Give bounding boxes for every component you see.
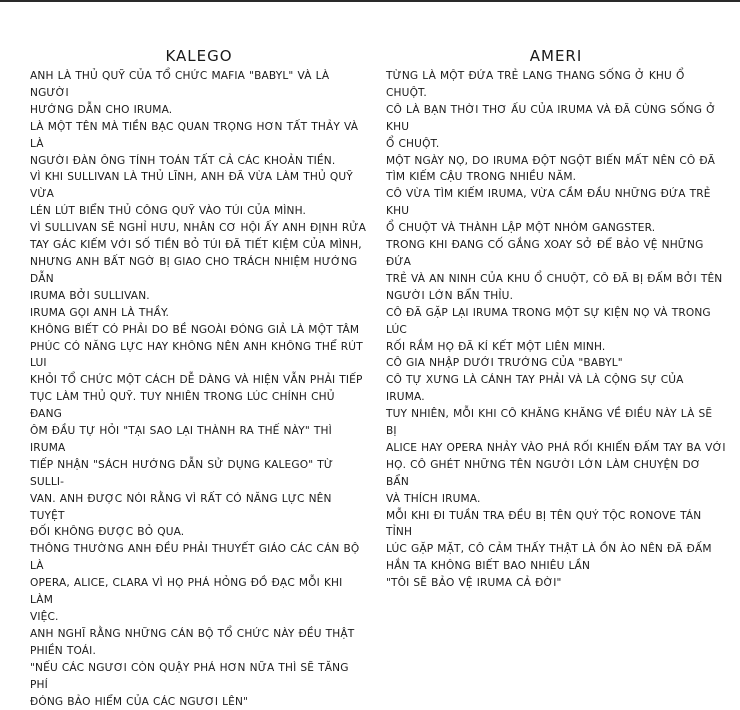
kalego-paragraph-6: KHÔNG BIẾT CÓ PHẢI DO BỀ NGOÀI ĐÓNG GIẢ LÀ MỘT TÂM PHÚC CÓ NĂNG LỰC HAY KHÔNG NÊN ANH KHÔNG THỂ RÚT LUI KHỎI TỔ CHỨC MỘT CÁCH DỄ DÀNG VÀ HIỆN VẪN PHẢI TIẾP TỤC LÀM THỦ QUỸ. TUY NHIÊN TRONG LÚC CHÍNH CHỦ ĐANG ÔM ĐẦU TỰ HỎI "TẠI SAO LẠI THÀNH RA THẾ NÀY" THÌ IRUMA TIẾP NHẬN "SÁCH HƯỚNG DẪN SỬ DỤNG KALEGO" TỪ SULLI- VAN. ANH ĐƯỢC NÓI RẰNG VÌ RẤT CÓ NĂNG LỰC NÊN TUYỆT ĐỐI KHÔNG ĐƯỢC BỎ QUA. [30,323,363,539]
kalego-paragraph-8: ANH NGHĨ RẰNG NHỮNG CÁN BỘ TỔ CHỨC NÀY ĐỀU THẬT PHIỀN TOÁI. [30,627,355,657]
ameri-paragraph-5: CÔ ĐÃ GẶP LẠI IRUMA TRONG MỘT SỰ KIỆN NỌ VÀ TRONG LÚC RỐI RẮM HỌ ĐÃ KÍ KẾT MỘT LIÊN MINH. [386,306,711,353]
kalego-paragraph-7: THÔNG THƯỜNG ANH ĐỀU PHẢI THUYẾT GIÁO CÁC CÁN BỘ LÀ OPERA, ALICE, CLARA VÌ HỌ PHÁ HỎNG ĐỒ ĐẠC MỖI KHI LÀM VIỆC. [30,543,360,623]
ameri-paragraph-7: CÔ TỰ XƯNG LÀ CÁNH TAY PHẢI VÀ LÀ CỘNG SỰ CỦA IRUMA. TUY NHIÊN, MỖI KHI CÔ KHĂNG KHĂNG VỀ ĐIỀU NÀY LÀ SẼ BỊ ALICE HAY OPERA NHẢY VÀO PHÁ RỐI KHIẾN ĐẤM TAY BA VỚI HỌ. CÔ GHÉT NHỮNG TÊN NGƯỜI LỚN LÀM CHUYỆN DƠ BẨN VÀ THÍCH IRUMA. [386,374,726,505]
ameri-column [386,46,726,592]
kalego-paragraph-3: VÌ KHI SULLIVAN LÀ THỦ LĨNH, ANH ĐÃ VỪA LÀM THỦ QUỸ VỪA LÉN LÚT BIỂN THỦ CÔNG QUỸ VÀO TÚI CỦA MÌNH. [30,171,353,218]
kalego-heading: KALEGO [165,47,233,65]
kalego-paragraph-2: LÀ MỘT TÊN MÀ TIỀN BẠC QUAN TRỌNG HƠN TẤT THẢY VÀ LÀ NGƯỜI ĐÀN ÔNG TÍNH TOÁN TẤT CẢ CÁC KHOẢN TIỀN. [30,120,359,167]
kalego-column [30,46,368,710]
ameri-paragraph-3: CÔ VỪA TÌM KIẾM IRUMA, VỪA CẦM ĐẦU NHỮNG ĐỨA TRẺ KHU Ổ CHUỘT VÀ THÀNH LẬP MỘT NHÓM GANGSTER. [386,188,711,235]
ameri-paragraph-8: MỖI KHI ĐI TUẦN TRA ĐỀU BỊ TÊN QUÝ TỘC RONOVE TÁN TỈNH LÚC GẶP MẶT, CÔ CẢM THẤY THẬT LÀ ỒN ÀO NÊN ĐÃ ĐẤM HẮN TA KHÔNG BIẾT BAO NHIÊU LẦN "TÔI SẼ BẢO VỆ IRUMA CẢ ĐỜI" [386,509,712,590]
ameri-paragraph-4: TRONG KHI ĐANG CỐ GẮNG XOAY SỞ ĐỂ BẢO VỆ NHỮNG ĐỨA TRẺ VÀ AN NINH CỦA KHU Ổ CHUỘT, CÔ ĐÃ BỊ ĐẤM BỞI TÊN NGƯỜI LỚN BẨN THỈU. [386,239,723,302]
kalego-paragraph-5: IRUMA GỌI ANH LÀ THẦY. [30,306,169,319]
ameri-heading: AMERI [529,47,583,65]
kalego-paragraph-9: "NẾU CÁC NGƯƠI CÒN QUẬY PHÁ HƠN NỮA THÌ SẼ TĂNG PHÍ ĐÓNG BẢO HIỂM CỦA CÁC NGƯƠI LÊN" [30,661,349,708]
ameri-paragraph-2: MỘT NGÀY NỌ, DO IRUMA ĐỘT NGỘT BIẾN MẤT NÊN CÔ ĐÃ TÌM KIẾM CẬU TRONG NHIỀU NĂM. [386,154,716,184]
kalego-paragraph-4: VÌ SULLIVAN SẼ NGHỈ HƯU, NHÂN CƠ HỘI ẤY ANH ĐỊNH RỬA TAY GÁC KIẾM VỚI SỐ TIỀN BỎ TÚI ĐÃ TIẾT KIỆM CỦA MÌNH, NHƯNG ANH BẤT NGỜ BỊ GIAO CHO TRÁCH NHIỆM HƯỚNG DẪN IRUMA BỞI SULLIVAN. [30,222,367,302]
ameri-paragraph-6: CÔ GIA NHẬP DƯỚI TRƯỚNG CỦA "BABYL" [386,357,623,370]
ameri-paragraph-1: TỪNG LÀ MỘT ĐỨA TRẺ LANG THANG SỐNG Ở KHU Ổ CHUỘT. CÔ LÀ BẠN THỜI THƠ ẤU CỦA IRUMA VÀ ĐÃ CÙNG SỐNG Ở KHU Ổ CHUỘT. [386,70,716,150]
kalego-paragraph-1: ANH LÀ THỦ QUỸ CỦA TỔ CHỨC MAFIA "BABYL" VÀ LÀ NGƯỜI HƯỚNG DẪN CHO IRUMA. [30,70,330,116]
top-border-line [0,0,740,2]
